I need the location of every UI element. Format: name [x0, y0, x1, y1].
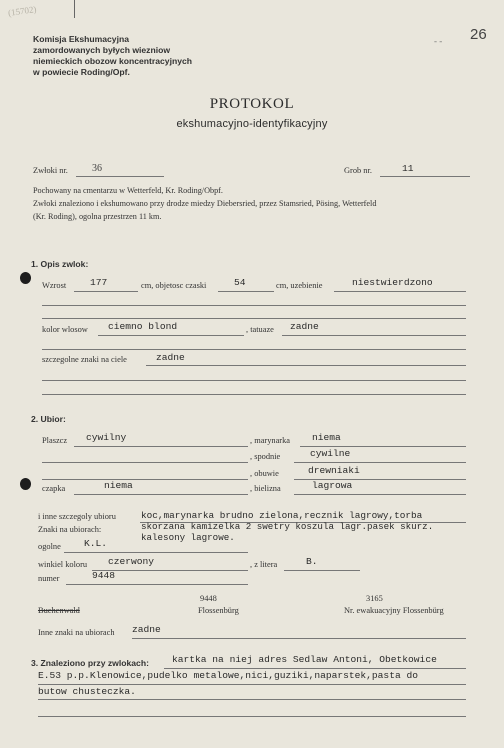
section-2-heading: 2. Ubior: — [31, 414, 66, 424]
blank-line-3 — [42, 349, 466, 350]
kolor-label: kolor wlosow — [42, 325, 88, 334]
winkiel-line — [92, 570, 248, 571]
bielizna-line — [294, 494, 466, 495]
found-line-4 — [38, 716, 466, 717]
archive-stamp: (15702) — [7, 4, 38, 18]
ogolne-value: K.L. — [84, 538, 108, 549]
ewak-label: Nr. ewakuacyjny Flossenbürg — [344, 606, 444, 615]
found-line-1 — [164, 668, 466, 669]
grob-line — [380, 176, 470, 177]
section-3-heading: 3. Znaleziono przy zwlokach: — [31, 658, 149, 668]
wzrost-label: Wzrost — [42, 281, 67, 290]
buried-text: Pochowany na cmentarzu w Wetterfeld, Kr. Roding/Obpf. — [33, 186, 223, 195]
znaki-cialo-value: zadne — [156, 352, 185, 363]
litera-line — [284, 570, 360, 571]
document-title: PROTOKOL — [209, 96, 295, 112]
inne-znaki-value: zadne — [132, 624, 161, 635]
uzebienie-value: niestwierdzono — [352, 277, 433, 288]
tatuaze-value: zadne — [290, 321, 319, 332]
plaszcz-line — [74, 446, 248, 447]
blank-line-7 — [42, 479, 248, 480]
zwloki-label: Zwłoki nr. — [33, 166, 68, 175]
grob-value: 11 — [402, 163, 414, 174]
inne-szczegoly-value-2: skorzana kamizelka 2 swetry koszula lagr.pasek skurz. — [141, 521, 434, 532]
spodnie-label: , spodnie — [250, 452, 281, 461]
spodnie-line — [294, 462, 466, 463]
inne-znaki-label: Inne znaki na ubiorach — [38, 628, 115, 637]
bielizna-value: lagrowa — [312, 480, 353, 491]
numer-line — [66, 584, 248, 585]
dash-mark: - - — [434, 36, 443, 46]
zwloki-value: 36 — [92, 163, 102, 174]
kolor-value: ciemno blond — [108, 321, 178, 332]
bielizna-label: , bielizna — [250, 484, 281, 493]
plaszcz-value: cywilny — [86, 432, 127, 443]
kolor-line — [98, 335, 244, 336]
czaszka-label: cm, objetosc czaski — [141, 281, 207, 290]
czaszka-value: 54 — [234, 277, 246, 288]
uzebienie-label: cm, uzebienie — [276, 281, 323, 290]
org-line-4: w powiecie Roding/Opf. — [33, 67, 130, 77]
org-line-1: Komisja Ekshumacyjna — [33, 34, 130, 44]
flossenburg-label: Flossenbürg — [198, 606, 239, 615]
numer-value: 9448 — [92, 570, 116, 581]
znaki-ubior-label: Znaki na ubiorach: — [38, 525, 102, 534]
winkiel-label: winkiel koloru — [38, 560, 88, 569]
page-number: 26 — [470, 26, 487, 43]
tatuaze-line — [282, 335, 466, 336]
found-line-2 — [38, 684, 466, 685]
litera-value: B. — [306, 556, 318, 567]
found-item-line-3: butow chusteczka. — [38, 686, 136, 697]
found-text-2: (Kr. Roding), ogolna przestrzen 11 km. — [33, 212, 162, 221]
spodnie-value: cywilne — [310, 448, 351, 459]
obuwie-value: drewniaki — [308, 465, 360, 476]
numer-label: numer — [38, 574, 60, 583]
czapka-line — [74, 494, 248, 495]
litera-label: , z litera — [250, 560, 278, 569]
ogolne-label: ogolne — [38, 542, 61, 551]
tatuaze-label: , tatuaze — [246, 325, 274, 334]
ewak-number: 3165 — [366, 594, 383, 603]
blank-line-4 — [42, 380, 466, 381]
blank-line-2 — [42, 318, 466, 319]
buchenwald-label: Buchenwald — [38, 606, 80, 615]
marynarka-value: niema — [312, 432, 341, 443]
top-margin-line — [74, 0, 75, 18]
blank-line-5 — [42, 394, 466, 395]
obuwie-label: , obuwie — [250, 469, 279, 478]
document-subtitle: ekshumacyjno-identyfikacyjny — [176, 118, 328, 130]
uzebienie-line — [334, 291, 466, 292]
punch-hole-2 — [20, 478, 31, 490]
inne-szczegoly-label: i inne szczegoly ubioru — [38, 512, 116, 521]
winkiel-value: czerwony — [108, 556, 155, 567]
wzrost-value: 177 — [90, 277, 108, 288]
commission-header — [33, 34, 192, 78]
found-item-line-2: E.53 p.p.Klenowice,pudelko metalowe,nici,guziki,naparstek,pasta do — [38, 670, 418, 681]
flossenburg-number: 9448 — [200, 594, 217, 603]
blank-line-1 — [42, 305, 466, 306]
blank-line-6 — [42, 462, 248, 463]
czaszka-line — [218, 291, 274, 292]
punch-hole-1 — [20, 272, 31, 284]
org-line-3: niemieckich obozow koncentracyjnych — [33, 56, 193, 66]
marynarka-label: , marynarka — [250, 436, 290, 445]
org-line-2: zamordowanych byłych wiezniow — [33, 45, 171, 55]
found-line-3 — [38, 699, 466, 700]
inne-szczegoly-value: koc,marynarka brudno zielona,recznik lagrowy,torba — [141, 510, 423, 521]
found-item-line-1: kartka na niej adres Sedlaw Antoni, Obetkowice — [172, 654, 437, 665]
zwloki-line — [76, 176, 164, 177]
inne-szczegoly-value-3: kalesony lagrowe. — [141, 532, 235, 543]
znaki-cialo-line — [146, 365, 466, 366]
found-text-1: Zwłoki znaleziono i ekshumowano przy drodze miedzy Diebersried, przez Stamsried, Pösing, Wetterfeld — [33, 199, 377, 208]
inne-znaki-line — [132, 638, 466, 639]
section-1-heading: 1. Opis zwlok: — [31, 259, 89, 269]
znaki-cialo-label: szczegolne znaki na ciele — [42, 355, 127, 364]
ogolne-line — [64, 552, 248, 553]
wzrost-line — [74, 291, 138, 292]
grob-label: Grob nr. — [344, 166, 372, 175]
marynarka-line — [300, 446, 466, 447]
czapka-label: czapka — [42, 484, 66, 493]
plaszcz-label: Plaszcz — [42, 436, 68, 445]
czapka-value: niema — [104, 480, 133, 491]
